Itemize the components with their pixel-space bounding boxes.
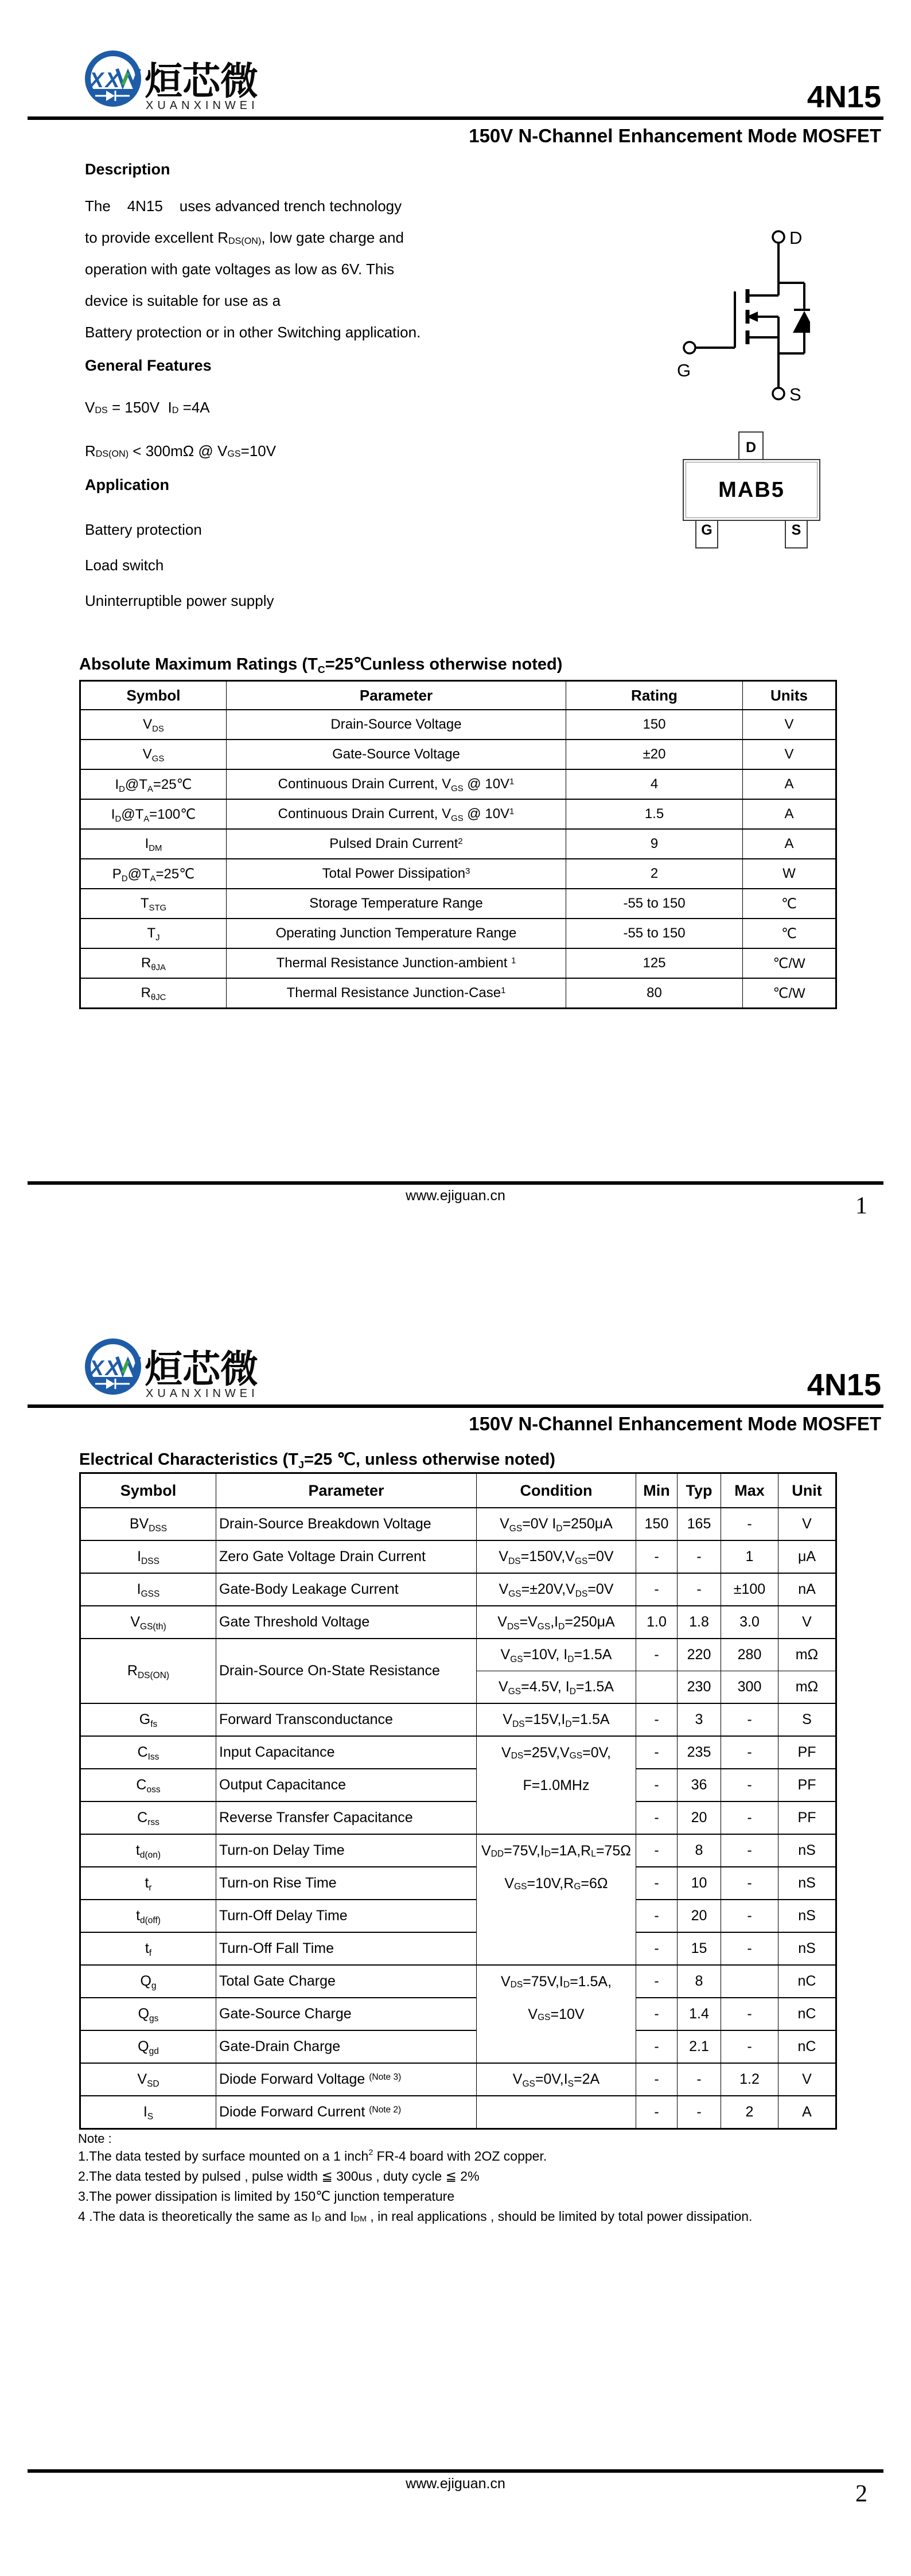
table-cell: $C_{rss}$ (80, 1801, 216, 1834)
notes-heading: Note : (78, 2131, 112, 2146)
brand-logo (80, 48, 280, 114)
table-cell: - (636, 1769, 678, 1801)
table-cell: W (743, 859, 836, 889)
logo-monogram: XX (89, 68, 122, 92)
table-cell: - (678, 2096, 721, 2129)
table-cell: A (778, 2096, 836, 2129)
table-row (80, 1639, 836, 1671)
table-header-cell: Condition (477, 1473, 636, 1508)
general-features-heading: General Features (85, 357, 212, 374)
table-cell: V (743, 710, 836, 740)
table-cell: $R_{\theta JC}$ (80, 978, 227, 1009)
table-cell: PF (778, 1736, 836, 1769)
table-cell: Storage Temperature Range (227, 889, 566, 919)
table-cell: Turn-on Rise Time (216, 1867, 477, 1900)
table-header-row (80, 1473, 836, 1508)
elec-table (79, 1472, 837, 2130)
text-line: to provide excellent R DS(ON) , low gate charge and (85, 229, 404, 246)
table-cell: A (743, 829, 836, 859)
table-cell: nC (778, 1965, 836, 1998)
table-cell: V DS =25V,V GS =0V, F=1.0MHz (477, 1736, 636, 1834)
table-cell: V (778, 1606, 836, 1639)
brand-logo (80, 1336, 280, 1402)
table-cell: $C_{Iss}$ (80, 1736, 216, 1769)
table-cell: 300 (721, 1671, 778, 1704)
page-2 (0, 1288, 911, 2576)
table-row (80, 1932, 836, 1965)
table-cell: - (636, 2096, 678, 2129)
pin-g (695, 516, 718, 548)
table-cell: Thermal Resistance Junction-Case$^1$ (227, 978, 566, 1009)
table-cell: - (636, 1965, 678, 1998)
table-cell: nS (778, 1867, 836, 1900)
table-cell: $BV_{DSS}$ (80, 1508, 216, 1540)
table-row (80, 1508, 836, 1540)
source-label: S (789, 384, 801, 404)
table-row (80, 978, 836, 1009)
table-cell: nS (778, 1900, 836, 1932)
pin-s (785, 516, 808, 548)
table-cell: PF (778, 1801, 836, 1834)
table-cell: - (636, 1900, 678, 1932)
table-cell: $V_{DS}=V_{GS},I_D=250\mu A$ (477, 1606, 636, 1639)
text-line: 2.The data tested by pulsed , pulse width ≦ 300us , duty cycle ≦ 2% (78, 2169, 480, 2184)
table-cell: Continuous Drain Current, $V_{GS}$ @ $10V^1$ (227, 769, 566, 799)
table-cell: Operating Junction Temperature Range (227, 919, 566, 948)
table-cell: $V_{GS}=0V,I_S=2A$ (477, 2063, 636, 2096)
table-cell: $I_D@T_A=100℃$ (80, 799, 227, 829)
table-cell: 80 (566, 978, 743, 1009)
gate-label: G (677, 360, 691, 380)
table-cell: - (678, 2063, 721, 2096)
page-number: 1 (855, 1193, 867, 1219)
table-cell: $t_{d(on)}$ (80, 1834, 216, 1867)
table-cell: $t_f$ (80, 1932, 216, 1965)
text-line: V DS = 150V I D =4A (85, 398, 210, 416)
table-cell: $V_{GS}=\pm 20V,V_{DS}=0V$ (477, 1573, 636, 1606)
table-row (80, 1801, 836, 1834)
table-cell: $V_{SD}$ (80, 2063, 216, 2096)
table-cell: - (721, 1736, 778, 1769)
gate-terminal-icon (684, 342, 695, 353)
table-cell: $R_{DS(ON)}$ (80, 1639, 216, 1703)
table-cell: 8 (678, 1834, 721, 1867)
table-header-cell: Symbol (80, 681, 227, 710)
table-cell: ±100 (721, 1573, 778, 1606)
page-number: 2 (855, 2481, 867, 2507)
table-cell: -55 to 150 (566, 889, 743, 919)
logo-en-text: XUANXINWEI (146, 1387, 259, 1400)
table-row (80, 1606, 836, 1639)
table-cell: - (721, 1769, 778, 1801)
table-cell: ℃/W (743, 978, 836, 1009)
table-cell: - (636, 1998, 678, 2030)
table-cell: Diode Forward Voltage $^{(Note 3)}$ (216, 2063, 477, 2096)
table-cell: 220 (678, 1639, 721, 1671)
table-cell: 36 (678, 1769, 721, 1801)
table-cell: - (636, 2030, 678, 2063)
table-row (80, 2096, 836, 2129)
application-lines (85, 512, 532, 618)
table-cell: Gate Threshold Voltage (216, 1606, 477, 1639)
table-header-cell: Parameter (216, 1473, 477, 1508)
table-cell: 4 (566, 769, 743, 799)
notes-list (78, 2146, 858, 2227)
table-cell: $I_S$ (80, 2096, 216, 2129)
source-terminal-icon (773, 388, 784, 399)
logo-cn-text: 烜芯微 (145, 1348, 258, 1390)
table-cell: Diode Forward Current $^{(Note 2)}$ (216, 2096, 477, 2129)
abs-max-title: Absolute Maximum Ratings ($T_C=25℃unless$ otherwise noted) (79, 655, 563, 676)
table-cell: Total Power Dissipation$^3$ (227, 859, 566, 889)
table-cell: $C_{oss}$ (80, 1769, 216, 1801)
table-cell: 2.1 (678, 2030, 721, 2063)
table-cell: 1.8 (678, 1606, 721, 1639)
table-cell: - (721, 1703, 778, 1736)
table-cell: - (636, 1703, 678, 1736)
package-diagram (680, 429, 822, 551)
logo-monogram: XX (89, 1356, 122, 1380)
table-cell: Drain-Source On-State Resistance (216, 1639, 477, 1703)
table-cell: $V_{DS}=15V,I_D=1.5A$ (477, 1703, 636, 1736)
table-cell: 280 (721, 1639, 778, 1671)
table-cell: - (636, 1801, 678, 1834)
table-cell: mΩ (778, 1671, 836, 1704)
table-cell: Input Capacitance (216, 1736, 477, 1769)
text-line: 4 .The data is theoretically the same as I D and I DM , in real applications , should be limited by total power dissipation. (78, 2209, 753, 2224)
table-cell: V (778, 1508, 836, 1540)
table-cell: ℃/W (743, 948, 836, 978)
table-row (80, 799, 836, 829)
table-cell: $V_{DS}$ (80, 710, 227, 740)
table-cell: V DD =75V,I D =1A,R L =75Ω V GS =10V,R G =6Ω (477, 1834, 636, 1965)
page-subtitle: 150V N-Channel Enhancement Mode MOSFET (469, 1413, 881, 1434)
table-row (80, 859, 836, 889)
body-diode-icon (793, 311, 810, 333)
table-cell: 150 (636, 1508, 678, 1540)
text-line: Battery protection (85, 520, 202, 538)
table-cell: $I_{DSS}$ (80, 1540, 216, 1573)
table-cell: Gate-Drain Charge (216, 2030, 477, 2063)
mosfet-symbol-diagram (660, 223, 810, 413)
table-row (80, 740, 836, 769)
package-marking: MAB5 (718, 477, 785, 502)
table-cell: 165 (678, 1508, 721, 1540)
table-row (80, 889, 836, 919)
table-row (80, 1867, 836, 1900)
table-row (80, 948, 836, 978)
table-row (80, 1965, 836, 1998)
table-cell: - (636, 1573, 678, 1606)
table-cell: S (778, 1703, 836, 1736)
table-cell: -55 to 150 (566, 919, 743, 948)
description-lines (85, 190, 532, 348)
table-cell: ℃ (743, 919, 836, 948)
table-cell: $Q_{gd}$ (80, 2030, 216, 2063)
table-cell: PF (778, 1769, 836, 1801)
table-cell: 20 (678, 1801, 721, 1834)
text-line: Battery protection or in other Switching application. (85, 324, 421, 341)
table-cell: nC (778, 1998, 836, 2030)
table-row (80, 1540, 836, 1573)
table-cell (721, 1965, 778, 1998)
table-row (80, 919, 836, 948)
text-line: device is suitable for use as a (85, 292, 281, 309)
table-row (80, 710, 836, 740)
table-cell: $Q_g$ (80, 1965, 216, 1998)
table-cell: A (743, 799, 836, 829)
application-heading: Application (85, 476, 169, 493)
table-header-row (80, 681, 836, 710)
table-cell: $V_{GS}=4.5V$, $I_D=1.5A$ (477, 1671, 636, 1704)
table-cell: 2 (721, 2096, 778, 2129)
table-row (80, 1900, 836, 1932)
footer-url: www.ejiguan.cn (406, 2476, 505, 2492)
table-cell: - (721, 1867, 778, 1900)
table-cell: 1.4 (678, 1998, 721, 2030)
table-cell: 1.0 (636, 1606, 678, 1639)
table-cell: - (636, 2063, 678, 2096)
table-header-cell: Rating (566, 681, 743, 710)
part-number: 4N15 (807, 80, 881, 114)
table-cell: $V_{DS}=150V,V_{GS}=0V$ (477, 1540, 636, 1573)
table-cell: V DS =75V,I D =1.5A, V GS =10V (477, 1965, 636, 2063)
table-cell: - (721, 1998, 778, 2030)
elec-title: Electrical Characteristics ($T_J=25$ ℃, unless otherwise noted) (79, 1450, 555, 1471)
table-cell: $t_r$ (80, 1867, 216, 1900)
table-cell: Drain-Source Voltage (227, 710, 566, 740)
table-cell: $V_{GS}=10V$, $I_D=1.5A$ (477, 1639, 636, 1671)
table-cell: Turn-Off Delay Time (216, 1900, 477, 1932)
table-row (80, 2063, 836, 2096)
table-cell: Continuous Drain Current, $V_{GS}$ @ $10V^1$ (227, 799, 566, 829)
table-cell: nS (778, 1834, 836, 1867)
table-row (80, 1736, 836, 1769)
table-cell: - (721, 2030, 778, 2063)
table-cell: ±20 (566, 740, 743, 769)
table-cell: $G_{fs}$ (80, 1703, 216, 1736)
table-cell: 3 (678, 1703, 721, 1736)
page-subtitle: 150V N-Channel Enhancement Mode MOSFET (469, 125, 881, 146)
table-cell: 8 (678, 1965, 721, 1998)
logo-cn-text: 烜芯微 (145, 60, 258, 102)
table-cell: - (636, 1867, 678, 1900)
table-header-cell: Unit (778, 1473, 836, 1508)
table-cell: $T_J$ (80, 919, 227, 948)
table-cell: $I_D@T_A=25℃$ (80, 769, 227, 799)
table-header-cell: Units (743, 681, 836, 710)
package-body (683, 459, 820, 521)
table-cell: 15 (678, 1932, 721, 1965)
table-cell (477, 2096, 636, 2129)
table-cell: Turn-on Delay Time (216, 1834, 477, 1867)
table-cell: $R_{\theta JA}$ (80, 948, 227, 978)
table-cell: 20 (678, 1900, 721, 1932)
table-cell: 2 (566, 859, 743, 889)
table-row (80, 2030, 836, 2063)
table-cell: mΩ (778, 1639, 836, 1671)
header-rule (28, 1404, 883, 1408)
table-row (80, 1769, 836, 1801)
abs-max-table (79, 680, 837, 1009)
text-line: The 4N15 uses advanced trench technology (85, 197, 402, 215)
footer-rule (28, 2469, 883, 2473)
table-cell: 1 (721, 1540, 778, 1573)
text-line: operation with gate voltages as low as 6V. This (85, 260, 395, 278)
table-cell: μA (778, 1540, 836, 1573)
table-cell: Zero Gate Voltage Drain Current (216, 1540, 477, 1573)
table-cell: - (721, 1932, 778, 1965)
table-cell: 230 (678, 1671, 721, 1704)
table-cell: 10 (678, 1867, 721, 1900)
table-cell: $V_{GS}=0V$ $I_D=250\mu A$ (477, 1508, 636, 1540)
table-cell: 9 (566, 829, 743, 859)
table-cell: - (678, 1540, 721, 1573)
table-cell: $T_{STG}$ (80, 889, 227, 919)
table-cell: $V_{GS}$ (80, 740, 227, 769)
table-cell: - (721, 1801, 778, 1834)
table-cell: Drain-Source Breakdown Voltage (216, 1508, 477, 1540)
table-header-cell: Max (721, 1473, 778, 1508)
table-cell: - (636, 1736, 678, 1769)
table-cell: 235 (678, 1736, 721, 1769)
text-line: Uninterruptible power supply (85, 592, 274, 609)
table-row (80, 1998, 836, 2030)
description-heading: Description (85, 161, 170, 178)
table-cell (636, 1671, 678, 1704)
text-line: R DS(ON) < 300mΩ @ V GS =10V (85, 442, 277, 460)
footer-rule (28, 1181, 883, 1185)
drain-label: D (789, 228, 803, 248)
table-header-cell: Typ (678, 1473, 721, 1508)
table-cell: 3.0 (721, 1606, 778, 1639)
table-row (80, 829, 836, 859)
table-cell: - (636, 1834, 678, 1867)
table-cell: $I_{DM}$ (80, 829, 227, 859)
text-line: 1.The data tested by surface mounted on a 1 inch 2 FR-4 board with 2OZ copper. (78, 2148, 547, 2163)
table-header-cell: Symbol (80, 1473, 216, 1508)
table-cell: 125 (566, 948, 743, 978)
table-cell: Total Gate Charge (216, 1965, 477, 1998)
table-cell: nS (778, 1932, 836, 1965)
table-cell: $V_{GS(th)}$ (80, 1606, 216, 1639)
table-cell: Reverse Transfer Capacitance (216, 1801, 477, 1834)
table-cell: Gate-Body Leakage Current (216, 1573, 477, 1606)
pin-d-label: D (745, 439, 757, 456)
table-cell: $t_{d(off)}$ (80, 1900, 216, 1932)
table-cell: Gate-Source Voltage (227, 740, 566, 769)
table-cell: - (721, 1508, 778, 1540)
table-cell: - (678, 1573, 721, 1606)
pin-s-label: S (791, 522, 801, 538)
pin-g-label: G (701, 522, 713, 538)
text-line: Load switch (85, 556, 164, 574)
table-header-cell: Parameter (227, 681, 566, 710)
table-cell: $Q_{gs}$ (80, 1998, 216, 2030)
footer-url: www.ejiguan.cn (406, 1188, 505, 1204)
table-cell: Thermal Resistance Junction-ambient $^1$ (227, 948, 566, 978)
table-cell: 1.5 (566, 799, 743, 829)
table-row (80, 769, 836, 799)
logo-en-text: XUANXINWEI (146, 99, 259, 112)
table-cell: nC (778, 2030, 836, 2063)
table-cell: V (743, 740, 836, 769)
table-cell: - (636, 1540, 678, 1573)
table-cell: Turn-Off Fall Time (216, 1932, 477, 1965)
part-number: 4N15 (807, 1368, 881, 1402)
general-features-lines (85, 386, 532, 473)
table-cell: nA (778, 1573, 836, 1606)
table-cell: - (721, 1834, 778, 1867)
table-cell: - (636, 1932, 678, 1965)
text-line: 3.The power dissipation is limited by 150℃ junction temperature (78, 2189, 455, 2204)
table-cell: $I_{GSS}$ (80, 1573, 216, 1606)
table-cell: ℃ (743, 889, 836, 919)
table-cell: Forward Transconductance (216, 1703, 477, 1736)
table-cell: - (636, 1639, 678, 1671)
table-row (80, 1573, 836, 1606)
table-cell: A (743, 769, 836, 799)
table-cell: $P_D@T_A=25℃$ (80, 859, 227, 889)
table-row (80, 1834, 836, 1867)
table-cell: 1.2 (721, 2063, 778, 2096)
table-cell: Gate-Source Charge (216, 1998, 477, 2030)
table-cell: Output Capacitance (216, 1769, 477, 1801)
header-rule (28, 116, 883, 120)
table-row (80, 1703, 836, 1736)
table-cell: Pulsed Drain Current$^2$ (227, 829, 566, 859)
drain-terminal-icon (773, 231, 784, 243)
table-cell: - (721, 1900, 778, 1932)
table-header-cell: Min (636, 1473, 678, 1508)
table-cell: V (778, 2063, 836, 2096)
table-cell: 150 (566, 710, 743, 740)
